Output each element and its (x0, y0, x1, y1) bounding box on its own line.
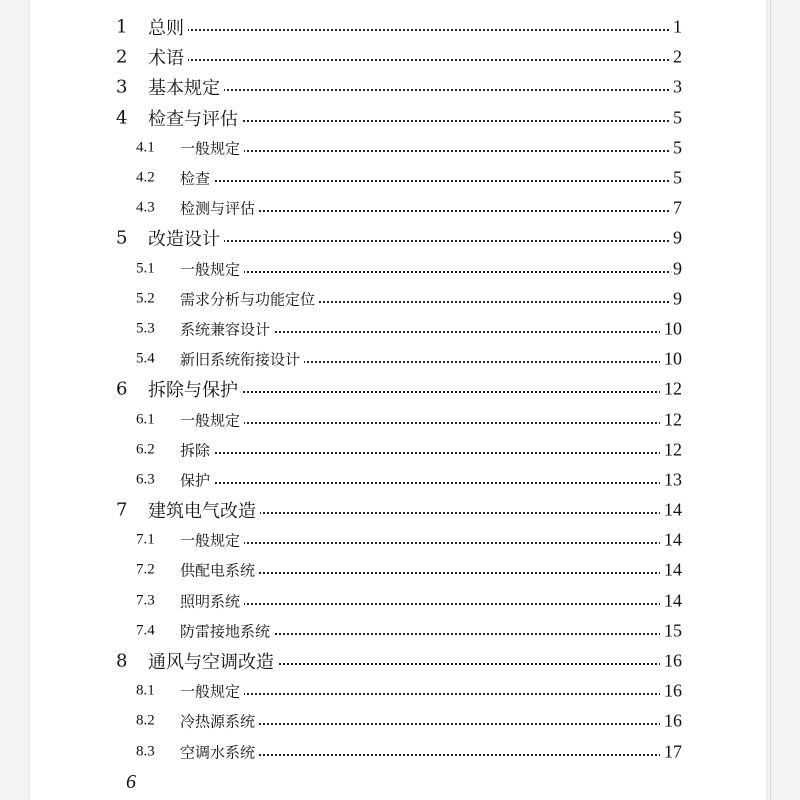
toc-entry-number: 3 (116, 76, 128, 98)
toc-entry-number: 4.2 (136, 169, 155, 186)
toc-entry-number: 4 (116, 107, 128, 129)
dot-leader (148, 89, 680, 91)
toc-entry-page: 14 (660, 530, 682, 551)
dot-leader (180, 482, 680, 484)
toc-entry-title: 检测与评估 (180, 198, 259, 219)
toc-entry-page: 7 (669, 198, 682, 219)
dot-leader (180, 271, 680, 273)
toc-entry-number: 8.1 (136, 682, 155, 699)
toc-entry-page: 15 (660, 620, 682, 641)
toc-section-entry[interactable] (30, 344, 766, 374)
toc-entry-title: 供配电系统 (180, 560, 259, 581)
toc-section-entry[interactable] (30, 314, 766, 344)
toc-entry-number: 6.2 (136, 441, 155, 458)
dot-leader (180, 693, 680, 695)
toc-entry-number: 4.1 (136, 139, 155, 156)
toc-entry-page: 16 (660, 711, 682, 732)
toc-entry-page: 5 (669, 168, 682, 189)
toc-entry-title: 通风与空调改造 (148, 648, 278, 674)
toc-section-entry[interactable] (30, 586, 766, 616)
page-number: 6 (126, 771, 136, 793)
toc-entry-page: 14 (660, 590, 682, 611)
toc-chapter-entry[interactable] (30, 103, 766, 133)
dot-leader (180, 542, 680, 544)
toc-entry-page: 16 (660, 681, 682, 702)
toc-entry-title: 建筑电气改造 (148, 497, 260, 523)
toc-entry-number: 7 (116, 499, 128, 521)
dot-leader (148, 240, 680, 242)
toc-entry-title: 防雷接地系统 (180, 620, 274, 641)
toc-entry-number: 5.1 (136, 260, 155, 277)
toc-entry-number: 6.1 (136, 411, 155, 428)
toc-entry-title: 一般规定 (180, 258, 244, 279)
toc-entry-title: 冷热源系统 (180, 711, 259, 732)
toc-entry-title: 空调水系统 (180, 741, 259, 762)
toc-entry-title: 照明系统 (180, 590, 244, 611)
toc-entry-page: 2 (669, 47, 682, 68)
toc-entry-title: 检查与评估 (148, 105, 242, 131)
dot-leader (180, 150, 680, 152)
table-of-contents (30, 12, 766, 767)
toc-chapter-entry[interactable] (30, 72, 766, 102)
dot-leader (180, 452, 680, 454)
toc-entry-number: 5.3 (136, 320, 155, 337)
toc-entry-number: 7.1 (136, 531, 155, 548)
toc-entry-number: 1 (116, 16, 128, 38)
toc-section-entry[interactable] (30, 525, 766, 555)
toc-entry-page: 12 (660, 409, 682, 430)
toc-entry-page: 16 (660, 651, 682, 672)
toc-entry-title: 拆除 (180, 439, 214, 460)
toc-entry-number: 6.3 (136, 471, 155, 488)
toc-entry-number: 7.4 (136, 622, 155, 639)
toc-entry-title: 检查 (180, 168, 214, 189)
toc-section-entry[interactable] (30, 616, 766, 646)
toc-entry-page: 5 (669, 107, 682, 128)
toc-section-entry[interactable] (30, 465, 766, 495)
toc-entry-title: 一般规定 (180, 137, 244, 158)
toc-entry-page: 12 (660, 379, 682, 400)
toc-entry-page: 10 (660, 349, 682, 370)
dot-leader (180, 603, 680, 605)
dot-leader (148, 59, 680, 61)
dot-leader (148, 29, 680, 31)
page-edge-divider (770, 0, 771, 800)
toc-section-entry[interactable] (30, 193, 766, 223)
toc-entry-page: 13 (660, 469, 682, 490)
toc-entry-number: 7.2 (136, 561, 155, 578)
toc-entry-title: 基本规定 (148, 74, 224, 100)
toc-section-entry[interactable] (30, 163, 766, 193)
toc-chapter-entry[interactable] (30, 495, 766, 525)
toc-entry-page: 9 (669, 288, 682, 309)
toc-entry-page: 1 (669, 17, 682, 38)
dot-leader (180, 180, 680, 182)
toc-entry-page: 17 (660, 741, 682, 762)
toc-entry-title: 改造设计 (148, 225, 224, 251)
toc-entry-number: 8 (116, 650, 128, 672)
toc-entry-number: 2 (116, 46, 128, 68)
toc-chapter-entry[interactable] (30, 646, 766, 676)
toc-entry-page: 14 (660, 560, 682, 581)
toc-entry-number: 6 (116, 378, 128, 400)
toc-section-entry[interactable] (30, 254, 766, 284)
toc-entry-number: 8.2 (136, 712, 155, 729)
toc-entry-number: 5.2 (136, 290, 155, 307)
toc-chapter-entry[interactable] (30, 374, 766, 404)
toc-chapter-entry[interactable] (30, 12, 766, 42)
toc-entry-number: 5.4 (136, 350, 155, 367)
toc-section-entry[interactable] (30, 706, 766, 736)
toc-entry-number: 5 (116, 227, 128, 249)
toc-section-entry[interactable] (30, 284, 766, 314)
document-page (30, 0, 766, 800)
toc-entry-page: 3 (669, 77, 682, 98)
toc-entry-page: 9 (669, 228, 682, 249)
toc-entry-title: 保护 (180, 469, 214, 490)
toc-entry-page: 14 (660, 500, 682, 521)
toc-entry-title: 术语 (148, 44, 188, 70)
toc-section-entry[interactable] (30, 737, 766, 767)
toc-section-entry[interactable] (30, 555, 766, 585)
toc-entry-title: 新旧系统衔接设计 (180, 349, 304, 370)
toc-entry-title: 一般规定 (180, 409, 244, 430)
toc-entry-title: 拆除与保护 (148, 376, 242, 402)
toc-section-entry[interactable] (30, 676, 766, 706)
toc-chapter-entry[interactable] (30, 223, 766, 253)
toc-section-entry[interactable] (30, 435, 766, 465)
toc-entry-title: 需求分析与功能定位 (180, 288, 319, 309)
toc-chapter-entry[interactable] (30, 42, 766, 72)
toc-entry-number: 4.3 (136, 199, 155, 216)
dot-leader (180, 422, 680, 424)
toc-entry-page: 10 (660, 318, 682, 339)
toc-entry-title: 一般规定 (180, 681, 244, 702)
toc-entry-title: 总则 (148, 14, 188, 40)
toc-section-entry[interactable] (30, 404, 766, 434)
toc-entry-page: 9 (669, 258, 682, 279)
toc-entry-number: 7.3 (136, 592, 155, 609)
toc-section-entry[interactable] (30, 133, 766, 163)
toc-entry-page: 12 (660, 439, 682, 460)
toc-entry-title: 系统兼容设计 (180, 318, 274, 339)
toc-entry-title: 一般规定 (180, 530, 244, 551)
toc-entry-page: 5 (669, 137, 682, 158)
toc-entry-number: 8.3 (136, 743, 155, 760)
